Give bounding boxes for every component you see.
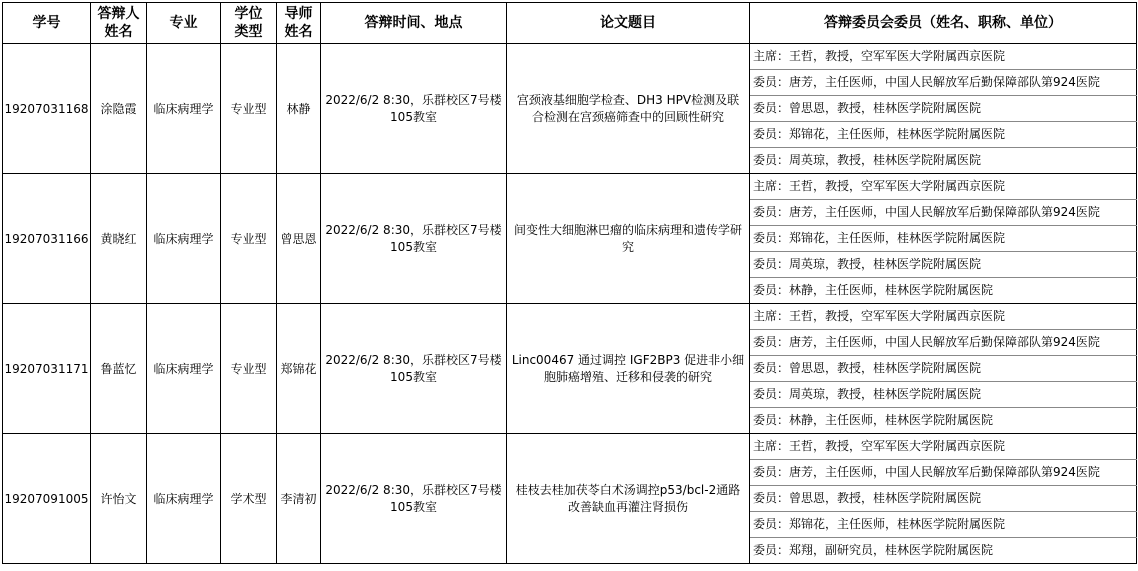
name-cell: 许怡文 bbox=[91, 434, 147, 564]
student-id-cell: 19207091005 bbox=[3, 434, 91, 564]
time-place-cell: 2022/6/2 8:30，乐群校区7号楼105教室 bbox=[321, 44, 507, 174]
committee-member: 委员：周英琼，教授，桂林医学院附属医院 bbox=[750, 382, 1137, 408]
committee-member: 主席：王哲，教授，空军军医大学附属西京医院 bbox=[750, 434, 1137, 460]
committee-member: 委员：唐芳，主任医师，中国人民解放军后勤保障部队第924医院 bbox=[750, 70, 1137, 96]
committee-member: 委员：郑锦花，主任医师，桂林医学院附属医院 bbox=[750, 122, 1137, 148]
student-id-cell: 19207031166 bbox=[3, 174, 91, 304]
advisor-cell: 林静 bbox=[277, 44, 321, 174]
header-name: 答辩人姓名 bbox=[91, 3, 147, 44]
committee-member: 委员：林静，主任医师，桂林医学院附属医院 bbox=[750, 408, 1137, 434]
table-row bbox=[3, 434, 1137, 460]
committee-member: 主席：王哲，教授，空军军医大学附属西京医院 bbox=[750, 174, 1137, 200]
advisor-cell: 李清初 bbox=[277, 434, 321, 564]
thesis-title-cell: 桂枝去桂加茯苓白术汤调控p53/bcl-2通路改善缺血再灌注肾损伤 bbox=[507, 434, 750, 564]
table-row bbox=[3, 44, 1137, 70]
major-cell: 临床病理学 bbox=[147, 174, 221, 304]
committee-member: 主席：王哲，教授，空军军医大学附属西京医院 bbox=[750, 304, 1137, 330]
committee-member: 委员：周英琼，教授，桂林医学院附属医院 bbox=[750, 148, 1137, 174]
committee-member: 主席：王哲，教授，空军军医大学附属西京医院 bbox=[750, 44, 1137, 70]
committee-member: 委员：郑翔，副研究员，桂林医学院附属医院 bbox=[750, 538, 1137, 564]
committee-member: 委员：郑锦花，主任医师，桂林医学院附属医院 bbox=[750, 226, 1137, 252]
committee-member: 委员：唐芳，主任医师，中国人民解放军后勤保障部队第924医院 bbox=[750, 330, 1137, 356]
degree-type-cell: 专业型 bbox=[221, 44, 277, 174]
thesis-title-cell: 间变性大细胞淋巴瘤的临床病理和遗传学研究 bbox=[507, 174, 750, 304]
committee-member: 委员：周英琼，教授，桂林医学院附属医院 bbox=[750, 252, 1137, 278]
committee-member: 委员：曾思恩，教授，桂林医学院附属医院 bbox=[750, 356, 1137, 382]
name-cell: 鲁蓝忆 bbox=[91, 304, 147, 434]
header-committee: 答辩委员会委员（姓名、职称、单位） bbox=[750, 3, 1137, 44]
thesis-title-cell: Linc00467 通过调控 IGF2BP3 促进非小细胞肺癌增殖、迁移和侵袭的研究 bbox=[507, 304, 750, 434]
header-student-id: 学号 bbox=[3, 3, 91, 44]
major-cell: 临床病理学 bbox=[147, 44, 221, 174]
committee-member: 委员：曾思恩，教授，桂林医学院附属医院 bbox=[750, 486, 1137, 512]
committee-member: 委员：林静，主任医师，桂林医学院附属医院 bbox=[750, 278, 1137, 304]
header-advisor: 导师姓名 bbox=[277, 3, 321, 44]
thesis-title-cell: 宫颈液基细胞学检查、DH3 HPV检测及联合检测在宫颈癌筛查中的回顾性研究 bbox=[507, 44, 750, 174]
committee-member: 委员：曾思恩，教授，桂林医学院附属医院 bbox=[750, 96, 1137, 122]
committee-member: 委员：唐芳，主任医师，中国人民解放军后勤保障部队第924医院 bbox=[750, 460, 1137, 486]
advisor-cell: 郑锦花 bbox=[277, 304, 321, 434]
major-cell: 临床病理学 bbox=[147, 304, 221, 434]
table-row bbox=[3, 304, 1137, 330]
time-place-cell: 2022/6/2 8:30，乐群校区7号楼105教室 bbox=[321, 304, 507, 434]
header-time-place: 答辩时间、地点 bbox=[321, 3, 507, 44]
header-degree-type: 学位类型 bbox=[221, 3, 277, 44]
degree-type-cell: 专业型 bbox=[221, 174, 277, 304]
name-cell: 涂隐霞 bbox=[91, 44, 147, 174]
committee-member: 委员：唐芳，主任医师，中国人民解放军后勤保障部队第924医院 bbox=[750, 200, 1137, 226]
defense-schedule-table bbox=[2, 2, 1137, 564]
degree-type-cell: 专业型 bbox=[221, 304, 277, 434]
major-cell: 临床病理学 bbox=[147, 434, 221, 564]
student-id-cell: 19207031168 bbox=[3, 44, 91, 174]
student-id-cell: 19207031171 bbox=[3, 304, 91, 434]
header-thesis: 论文题目 bbox=[507, 3, 750, 44]
degree-type-cell: 学术型 bbox=[221, 434, 277, 564]
header-row bbox=[3, 3, 1137, 44]
name-cell: 黄晓红 bbox=[91, 174, 147, 304]
header-major: 专业 bbox=[147, 3, 221, 44]
advisor-cell: 曾思恩 bbox=[277, 174, 321, 304]
time-place-cell: 2022/6/2 8:30，乐群校区7号楼105教室 bbox=[321, 174, 507, 304]
committee-member: 委员：郑锦花，主任医师，桂林医学院附属医院 bbox=[750, 512, 1137, 538]
time-place-cell: 2022/6/2 8:30，乐群校区7号楼105教室 bbox=[321, 434, 507, 564]
table-row bbox=[3, 174, 1137, 200]
